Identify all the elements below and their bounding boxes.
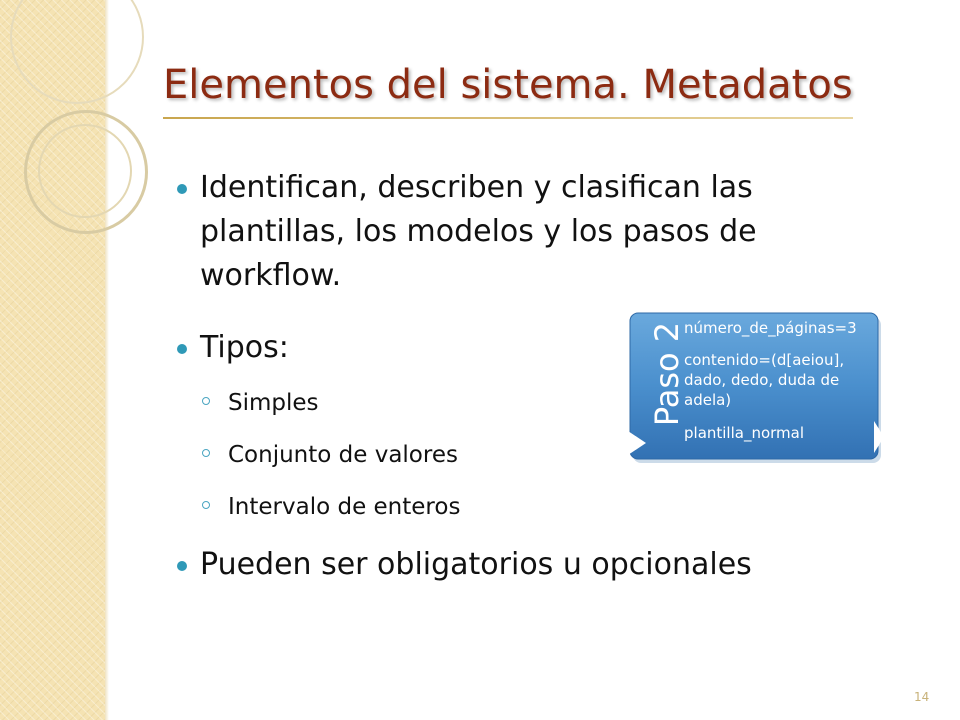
sub-bullet-conjunto: Conjunto de valores [228, 442, 458, 468]
decorative-circle-inner [38, 124, 132, 218]
sub-bullet-intervalo: Intervalo de enteros [228, 494, 461, 520]
bullet-dot-2 [177, 344, 187, 354]
step-metadata-line-2: contenido=(d[aeiou], [684, 351, 845, 369]
step-metadata-line-1: número_de_páginas=3 [684, 319, 857, 337]
bullet-identifican: Identifican, describen y clasifican las plantillas, los modelos y los pasos de workflow. [200, 170, 757, 293]
bullet-obligatorios: Pueden ser obligatorios u opcionales [200, 547, 752, 582]
bullet-tipos: Tipos: [200, 330, 289, 365]
sub-bullet-simples: Simples [228, 390, 319, 416]
sub-bullet-mark-1 [202, 397, 210, 405]
title-underline [163, 117, 853, 119]
step-label-vertical: Paso 2 [648, 321, 686, 427]
step-metadata-line-5: plantilla_normal [684, 424, 805, 442]
decorative-side-band [0, 0, 106, 720]
bullet-dot-3 [177, 561, 187, 571]
slide-title: Elementos del sistema. Metadatos [163, 62, 853, 108]
sub-bullet-mark-2 [202, 449, 210, 457]
page-number: 14 [914, 690, 930, 704]
bullet-dot-1 [177, 184, 187, 194]
step-metadata-line-4: adela) [684, 391, 732, 409]
sub-bullet-mark-3 [202, 501, 210, 509]
step-metadata-line-3: dado, dedo, duda de [684, 371, 840, 389]
side-band-edge [105, 0, 109, 720]
